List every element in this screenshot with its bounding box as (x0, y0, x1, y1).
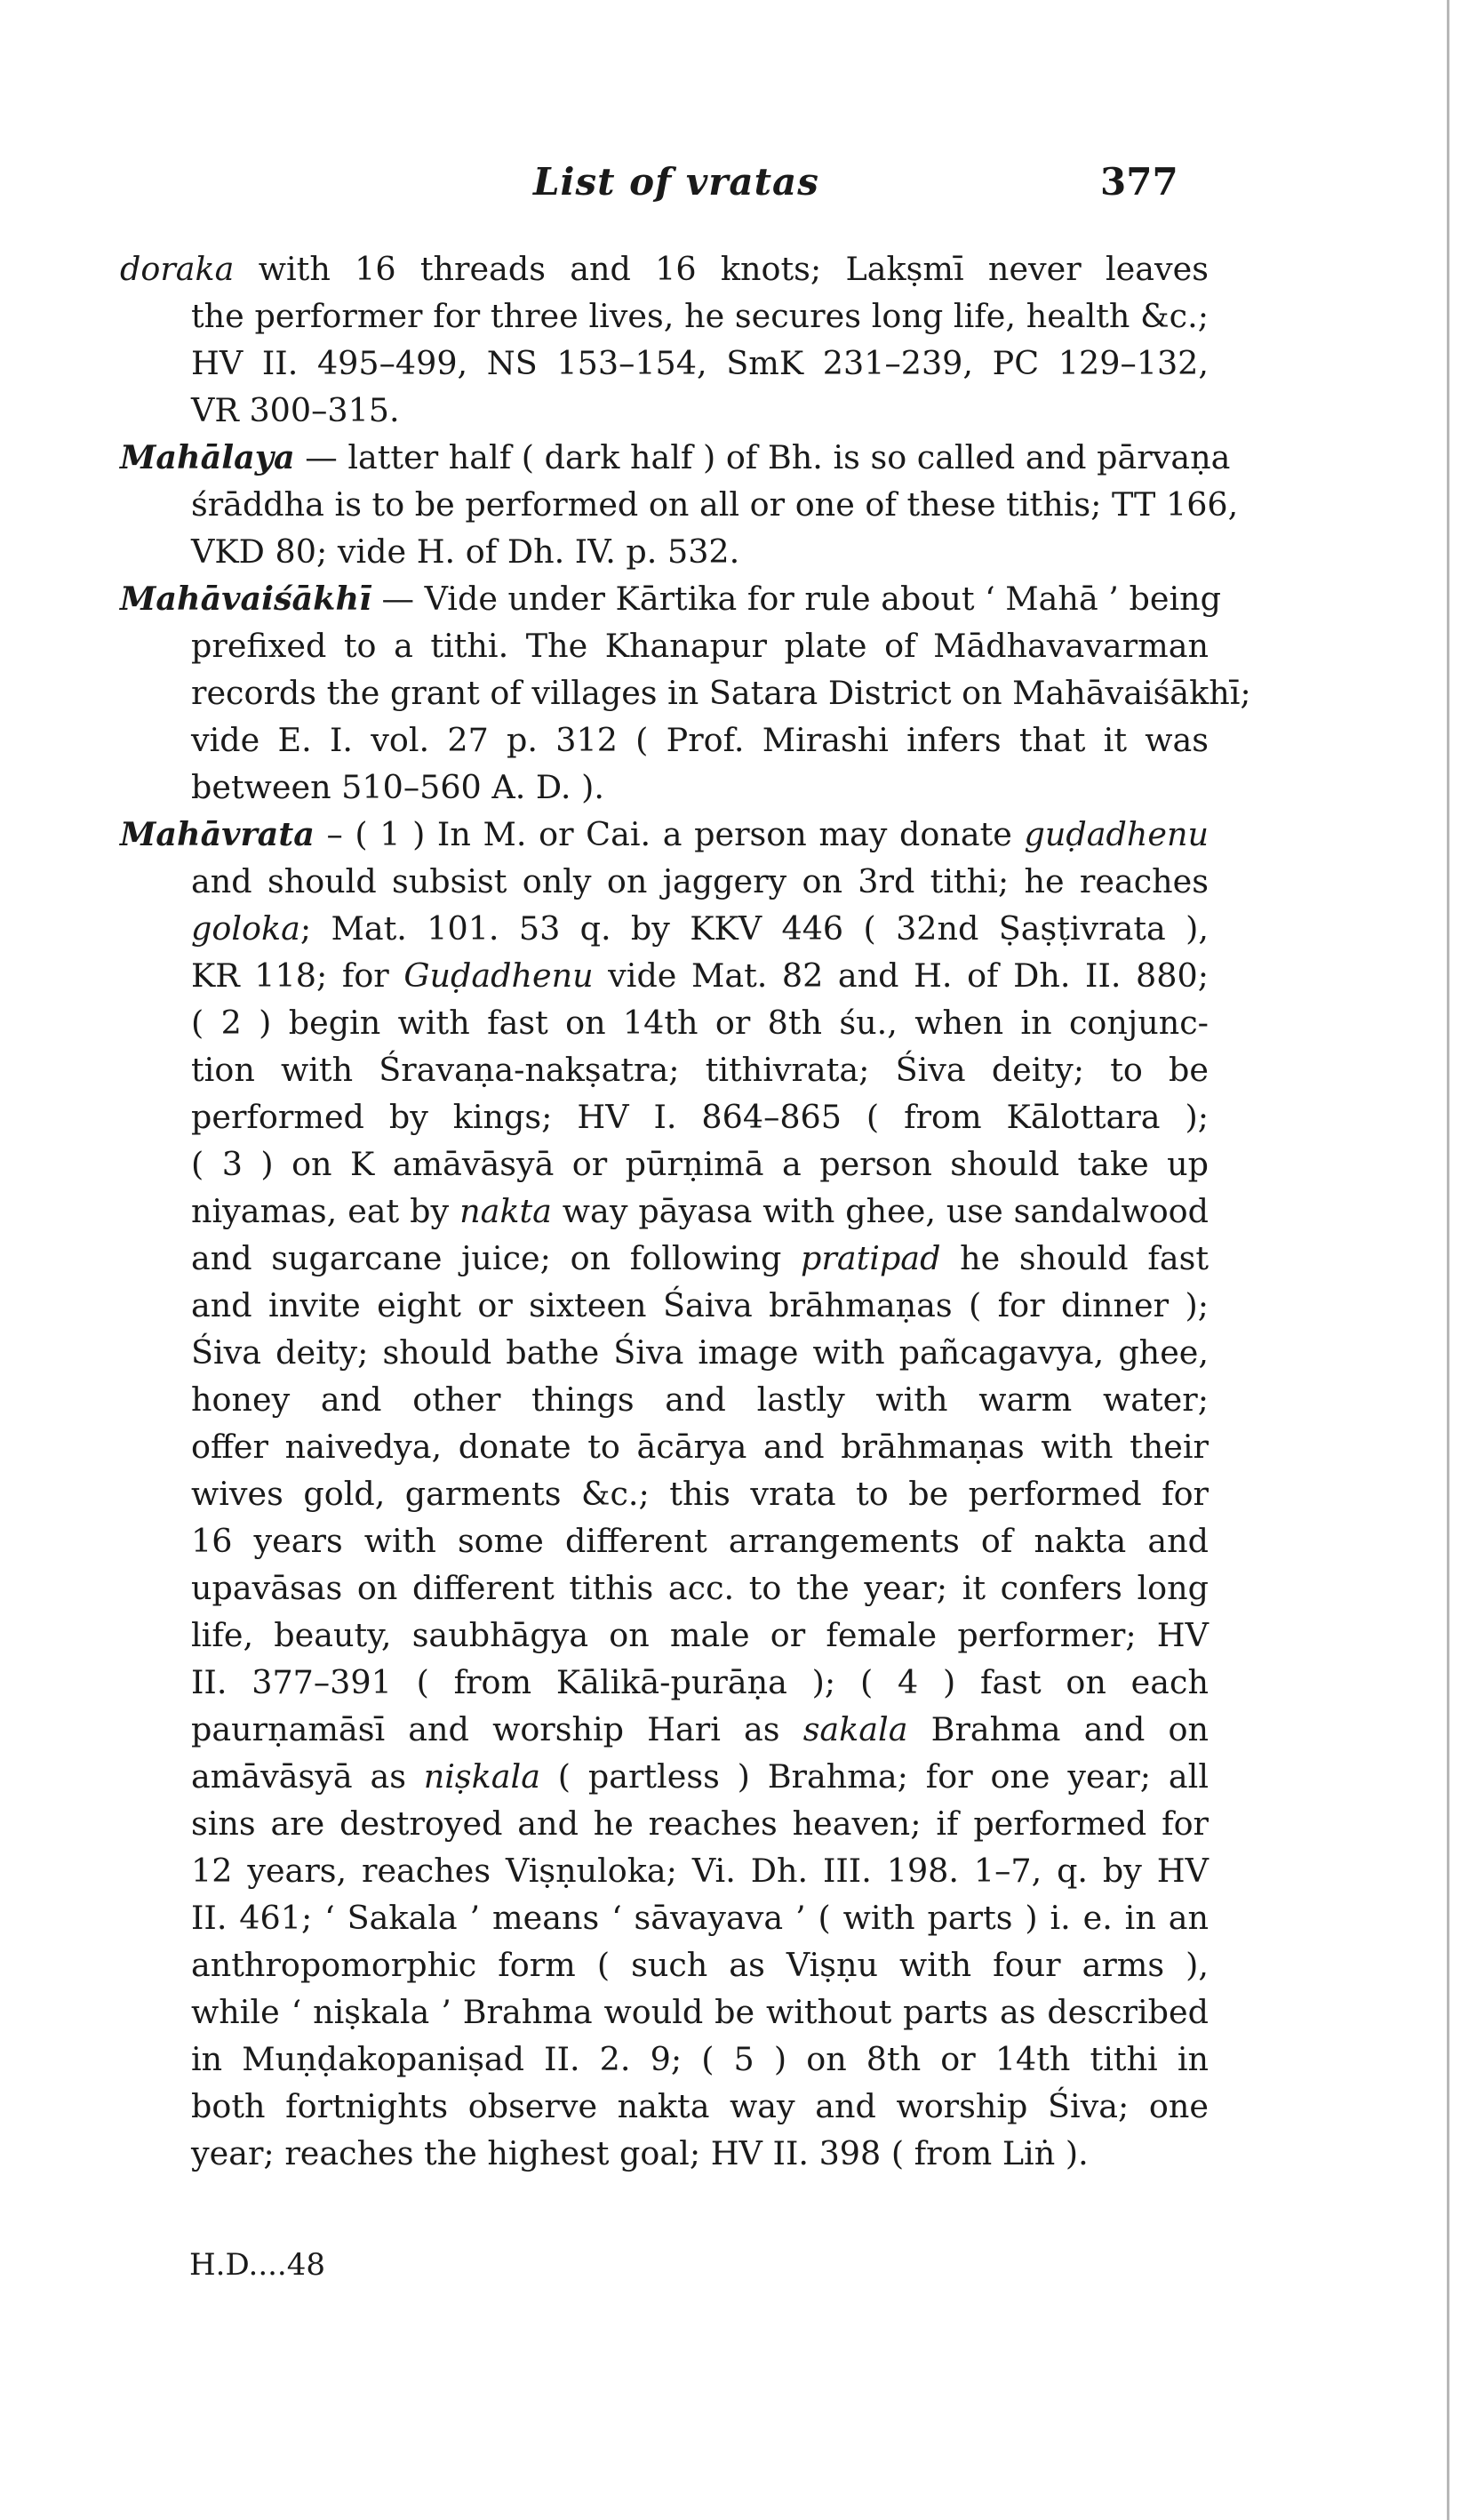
entry-line (120, 1235, 1209, 1282)
entry-line (120, 1659, 1209, 1706)
text-run: Brahma and on (907, 1710, 1209, 1748)
entry-line (120, 1564, 1209, 1612)
text-run: HV II. 495–499, NS 153–154, SmK 231–239, PC 129–132, (191, 344, 1209, 382)
text-run: ( 2 ) begin with fast on 14th or 8th śu., when in conjunc- (191, 1004, 1209, 1042)
text-run: VKD 80; vide H. of Dh. IV. p. 532. (191, 532, 740, 571)
entry-headword: Mahāvaiśākhī (120, 580, 371, 618)
entry-line (120, 1517, 1209, 1564)
italic-term: goloka (191, 909, 300, 948)
entry-line (120, 1188, 1209, 1235)
text-run: ( partless ) Brahma; for one year; all (539, 1757, 1209, 1796)
entry-headword: Mahāvrata (120, 815, 315, 853)
entry-line (120, 340, 1209, 387)
entry-line (120, 716, 1209, 764)
body-text (120, 245, 1251, 2177)
entry-line (120, 1423, 1209, 1470)
italic-term: nakta (459, 1192, 552, 1230)
text-run: while ‘ niṣkala ’ Brahma would be without parts as described (191, 1993, 1209, 2031)
entry-line (120, 1376, 1209, 1423)
text-run: he should fast (940, 1239, 1209, 1277)
entry (120, 575, 1251, 811)
text-run: sins are destroyed and he reaches heaven; if performed for (191, 1804, 1209, 1843)
running-title: List of vratas (533, 160, 819, 204)
text-run: in Muṇḍakopaniṣad II. 2. 9; ( 5 ) on 8th or 14th tithi in (191, 2040, 1209, 2078)
entry-line (120, 1988, 1209, 2036)
entry (120, 434, 1239, 575)
page-number: 377 (1100, 160, 1178, 204)
entry-first-line (120, 811, 1209, 858)
text-run: tion with Śravaṇa-nakṣatra; tithivrata; Śiva deity; to be (191, 1051, 1209, 1089)
entry-line (120, 669, 1251, 716)
text-run: both fortnights observe nakta way and worship Śiva; one (191, 2087, 1209, 2125)
text-run: Śiva deity; should bathe Śiva image with pañcagavya, ghee, (191, 1333, 1209, 1372)
text-run: offer naivedya, donate to ācārya and brāhmaṇas with their (191, 1428, 1209, 1466)
text-run: 12 years, reaches Viṣṇuloka; Vi. Dh. III. 198. 1–7, q. by HV (191, 1852, 1209, 1890)
entry-line (120, 764, 1209, 811)
text-run: way pāyasa with ghee, use sandalwood (551, 1192, 1210, 1230)
text-run: between 510–560 A. D. ). (191, 768, 604, 806)
text-run: the performer for three lives, he secures long life, health &c.; (191, 297, 1209, 335)
text-run: with 16 threads and 16 knots; Lakṣmī never leaves (234, 250, 1209, 288)
entry-line (120, 292, 1209, 340)
entry-line (120, 528, 1209, 575)
text-run: VR 300–315. (191, 391, 400, 429)
entry-line (120, 2130, 1209, 2177)
entry-line (120, 2083, 1209, 2130)
entry-line (120, 952, 1209, 999)
text-run: ; Mat. 101. 53 q. by KKV 446 ( 32nd Ṣaṣṭivrata ), (299, 909, 1209, 948)
italic-term: niṣkala (423, 1757, 540, 1796)
entry-line (120, 622, 1209, 669)
text-run: and invite eight or sixteen Śaiva brāhmaṇas ( for dinner ); (191, 1286, 1209, 1324)
text-run: II. 377–391 ( from Kālikā-purāṇa ); ( 4 ) fast on each (191, 1663, 1209, 1701)
text-run: — Vide under Kārtika for rule about ‘ Mahā ’ being (371, 580, 1222, 618)
entry-line (120, 1753, 1209, 1800)
text-run: year; reaches the highest goal; HV II. 398 ( from Liṅ ). (191, 2134, 1089, 2172)
text-run: honey and other things and lastly with warm water; (191, 1380, 1209, 1419)
text-run: ( 3 ) on K amāvāsyā or pūrṇimā a person should take up (191, 1145, 1209, 1183)
entry-line (120, 999, 1209, 1046)
entry-line (120, 1140, 1209, 1188)
italic-term: pratipad (801, 1239, 941, 1277)
entry-line (120, 1894, 1209, 1941)
text-run: wives gold, garments &c.; this vrata to be performed for (191, 1475, 1209, 1513)
page-edge-line (1447, 0, 1449, 2520)
entry-line (120, 1612, 1209, 1659)
text-run: 16 years with some different arrangements of nakta and (191, 1522, 1209, 1560)
text-run: records the grant of villages in Satara District on Mahāvaiśākhī; (191, 674, 1251, 712)
entry-line (120, 1282, 1209, 1329)
entry-line (120, 1329, 1209, 1376)
text-run: II. 461; ‘ Sakala ’ means ‘ sāvayava ’ ( with parts ) i. e. in an (191, 1899, 1209, 1937)
entry-line (120, 1470, 1209, 1517)
text-run: amāvāsyā as (191, 1757, 424, 1796)
text-run: niyamas, eat by (191, 1192, 460, 1230)
entry-line (120, 387, 1209, 434)
entry-line (120, 1941, 1209, 1988)
italic-term: guḍadhenu (1024, 815, 1209, 853)
entry-line (120, 1847, 1209, 1894)
text-run: paurṇamāsī and worship Hari as (191, 1710, 803, 1748)
entry-line (120, 1706, 1209, 1753)
entry-line (120, 1093, 1209, 1140)
text-run: life, beauty, saubhāgya on male or female performer; HV (191, 1616, 1209, 1654)
text-run: vide Mat. 82 and H. of Dh. II. 880; (593, 956, 1209, 995)
entry-first-line (120, 245, 1209, 292)
signature-mark: H.D....48 (189, 2247, 325, 2283)
entry-line (120, 1046, 1209, 1093)
italic-term: Guḍadhenu (403, 956, 594, 995)
entry-first-line (120, 575, 1222, 622)
entry-line (120, 1800, 1209, 1847)
entry-line (120, 858, 1209, 905)
italic-term: sakala (802, 1710, 908, 1748)
text-run: performed by kings; HV I. 864–865 ( from Kālottara ); (191, 1098, 1209, 1136)
entry-first-line (120, 434, 1231, 481)
text-run: prefixed to a tithi. The Khanapur plate of Mādhavavarman (191, 627, 1209, 665)
entry (120, 811, 1209, 2177)
entry-headword: Mahālaya (120, 438, 295, 476)
text-run: KR 118; for (191, 956, 404, 995)
entry-line (120, 905, 1209, 952)
text-run: and should subsist only on jaggery on 3rd tithi; he reaches (191, 862, 1209, 900)
italic-term: doraka (120, 250, 235, 288)
entry-line (120, 2036, 1209, 2083)
entry (120, 245, 1209, 434)
text-run: upavāsas on different tithis acc. to the year; it confers long (191, 1569, 1209, 1607)
text-run: anthropomorphic form ( such as Viṣṇu with four arms ), (191, 1946, 1209, 1984)
text-run: – ( 1 ) In M. or Cai. a person may donate (314, 815, 1025, 853)
text-run: — latter half ( dark half ) of Bh. is so called and pārvaṇa (294, 438, 1231, 476)
text-run: vide E. I. vol. 27 p. 312 ( Prof. Mirashi infers that it was (191, 721, 1209, 759)
text-run: śrāddha is to be performed on all or one of these tithis; TT 166, (191, 485, 1239, 524)
page-header (0, 160, 1469, 213)
entry-line (120, 481, 1239, 528)
text-run: and sugarcane juice; on following (191, 1239, 802, 1277)
